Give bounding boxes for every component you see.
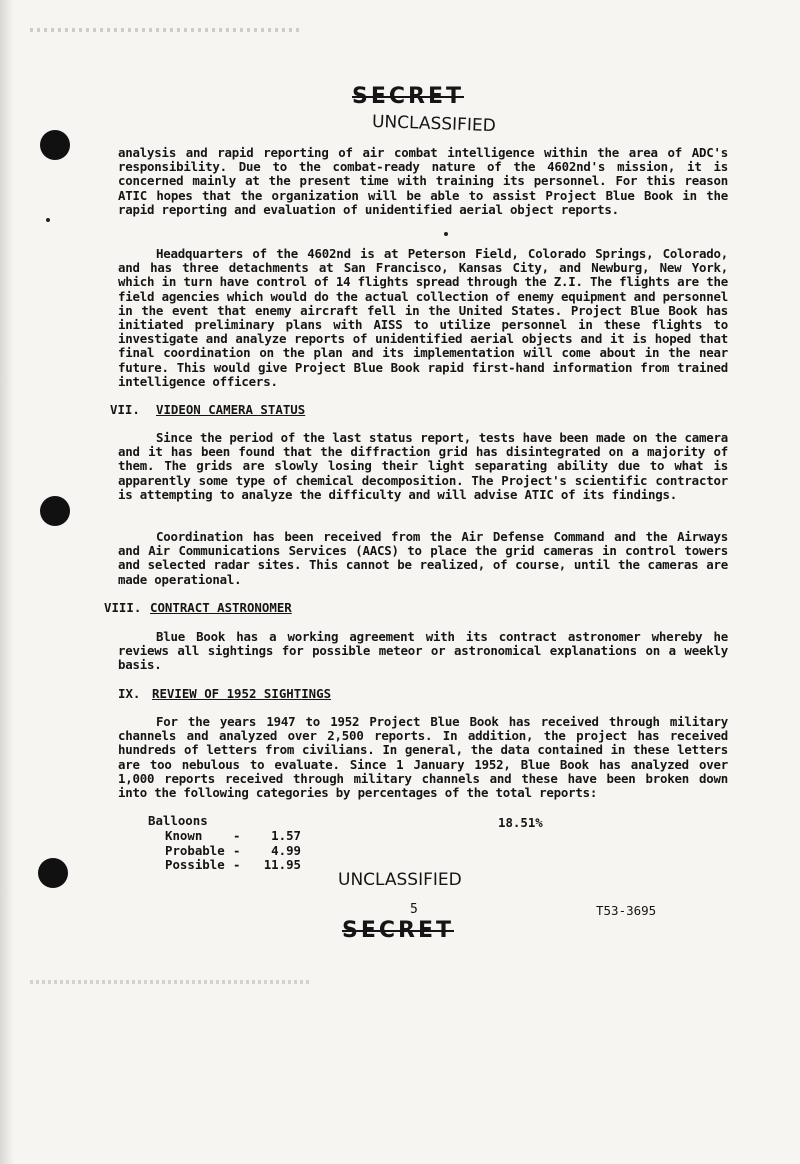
unclassified-stamp-top: UNCLASSIFIED [371,111,497,137]
paragraph-videon-2: Coordination has been received from the Air Defense Command and the Airways and Air Communications Services (AACS) to place the grid cameras in control towers and selected radar sites. This cannot be realized, of course, until the cameras are made operational. [118,529,728,587]
document-reference: T53-3695 [596,903,657,918]
row-dash: - [233,857,241,872]
unclassified-stamp-bottom: UNCLASSIFIED [338,870,462,890]
punch-hole [38,858,68,888]
category-total: 18.51% [498,815,543,830]
category-row [165,843,301,858]
category-row [165,828,301,843]
section-number: VIII. [104,600,142,615]
row-value: 1.57 [271,828,301,843]
section-heading-vii [110,402,305,417]
paragraph-review: For the years 1947 to 1952 Project Blue Book has received through military channels and analyzed over 2,500 reports. In addition, the project has received hundreds of letters from civilians. In general, the data contained in these letters are too nebulous to evaluate. Since 1 January 1952, Blue Book has analyzed over 1,000 reports received through military channels and these have been broken down into the following categories by percentages of the total reports: [118,714,728,801]
scan-noise [30,980,310,984]
section-title: VIDEON CAMERA STATUS [156,402,306,417]
classification-marking-bottom: SECRET [342,918,454,943]
section-number: IX. [118,686,141,701]
scan-edge [0,0,14,1164]
classification-marking-top: SECRET [352,84,464,109]
section-title: CONTRACT ASTRONOMER [150,600,292,615]
category-row [165,857,301,872]
paragraph-videon-1: Since the period of the last status report, tests have been made on the camera and it has been found that the diffraction grid has disintegrated on a majority of them. The grids are slowly losing their light separating ability due to what is apparently some type of chemical decomposition. The Project's scientific contractor is attempting to analyze the difficulty and will advise ATIC of its findings. [118,430,728,502]
row-label: Probable [165,843,225,858]
row-label: Possible [165,857,225,872]
category-name: Balloons [148,813,208,828]
punch-hole [40,496,70,526]
section-heading-ix [118,686,331,701]
section-heading-viii [104,600,292,615]
paragraph-4602nd: Headquarters of the 4602nd is at Peterson Field, Colorado Springs, Colorado, and has three detachments at San Francisco, Kansas City, and Newburg, New York, which in turn have control of 14 flights spread through the Z.I. The flights are the field agencies which would do the actual collection of enemy equipment and personnel in the event that enemy aircraft fell in the United States. Project Blue Book has initiated preliminary plans with AISS to utilize personnel in these flights to investigate and analyze reports of unidentified aerial objects and it is hoped that final coordination on the plan and its implementation will come about in the near future. This would give Project Blue Book rapid first-hand information from trained intelligence officers. [118,246,728,389]
mark-dot [46,218,50,222]
row-dash: - [233,843,241,858]
row-value: 4.99 [271,843,301,858]
page-number: 5 [410,902,418,917]
row-label: Known [165,828,203,843]
row-value: 11.95 [263,857,301,872]
scan-noise [30,28,300,32]
paragraph-continued: analysis and rapid reporting of air combat intelligence within the area of ADC's responsibility. Due to the combat-ready nature of the 4602nd's mission, it is concerned mainly at the present time with training its personnel. For this reason ATIC hopes that the organization will be able to assist Project Blue Book in the rapid reporting and evaluation of unidentified aerial object reports. [118,145,728,217]
punch-hole [40,130,70,160]
row-dash: - [233,828,241,843]
section-title: REVIEW OF 1952 SIGHTINGS [152,686,332,701]
mark-dot [444,232,448,236]
paragraph-astronomer: Blue Book has a working agreement with its contract astronomer whereby he reviews all sightings for possible meteor or astronomical explanations on a weekly basis. [118,629,728,673]
section-number: VII. [110,402,140,417]
